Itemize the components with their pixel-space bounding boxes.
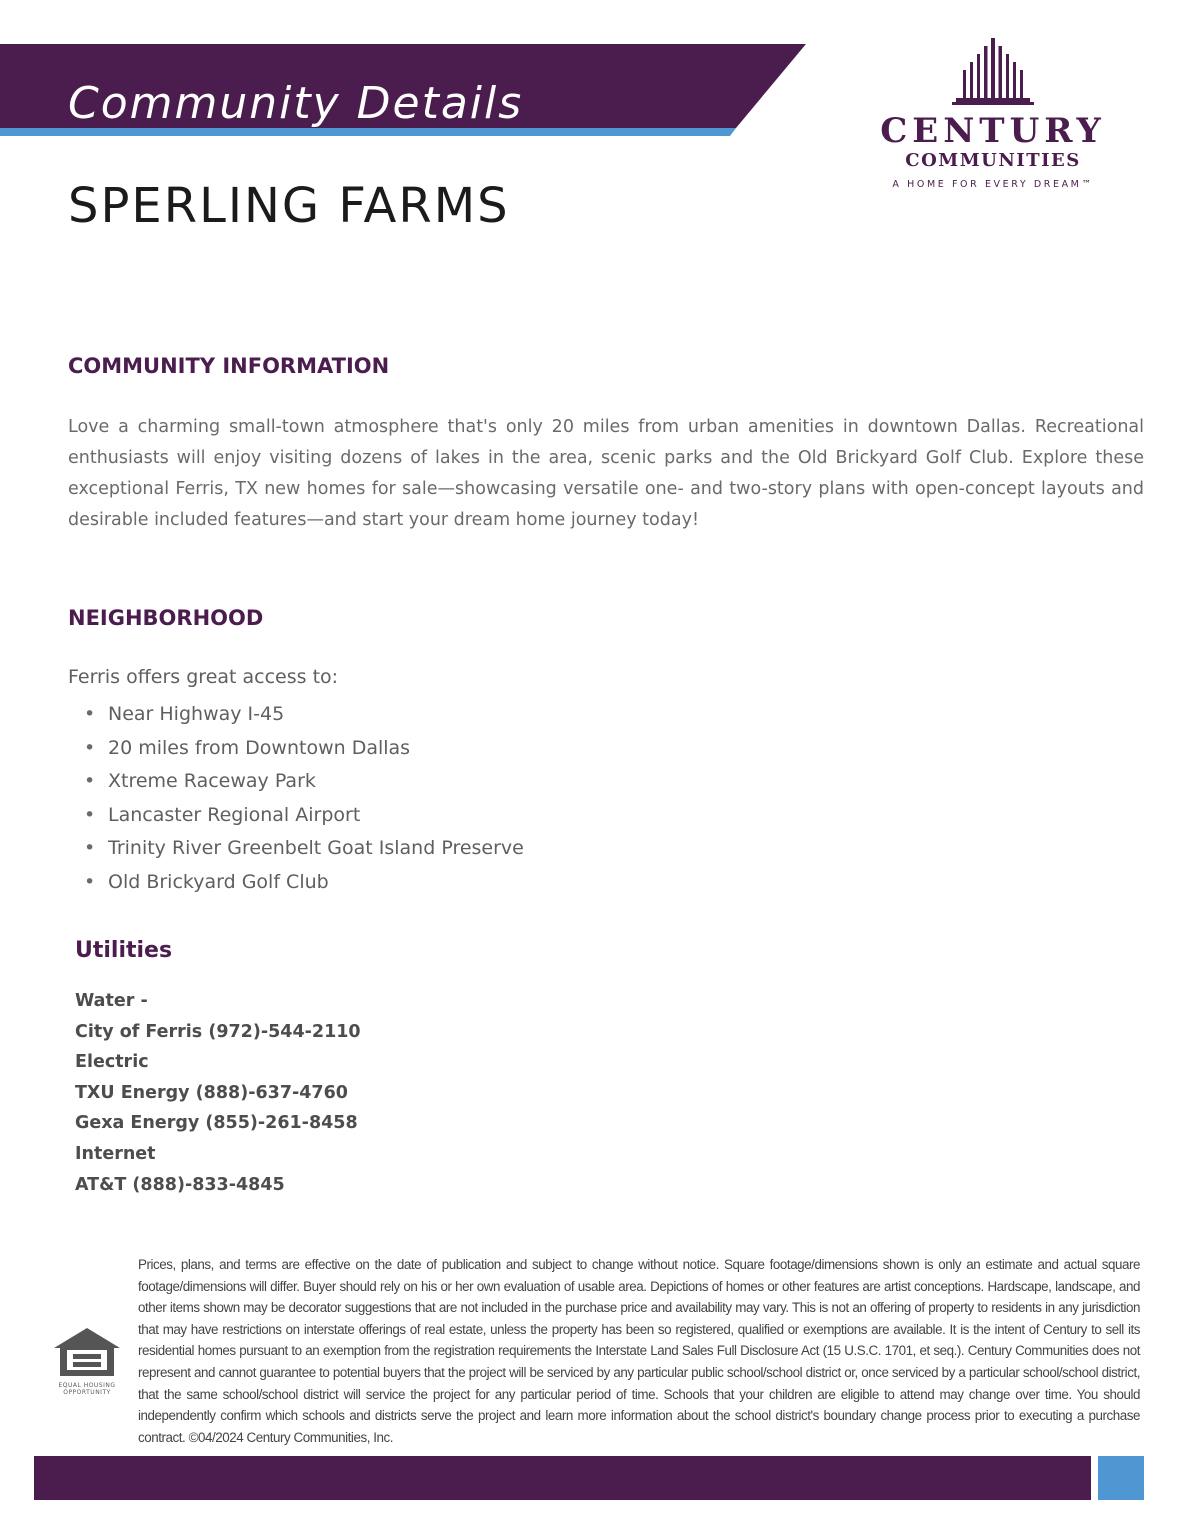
legal-disclaimer: Prices, plans, and terms are effective on the date of publication and subject to change without notice. Square footage/dimensions shown is only an estimate and actual square footage/dimensions will differ. Buyer should rely on his or her own evaluation of usable area. Depictions of homes or other features are artist conceptions. Hardscape, landscape, and other items shown may be decorator suggestions that are not included in the purchase price and availability may vary. This is not an offering of property to residents in any jurisdiction that may have restrictions on interstate offerings of real estate, unless the property has been so registered, qualified or exemptions are available. It is the intent of Century to sell its residential homes pursuant to an exemption from the registration requirements the Interstate Land Sales Full Disclosure Act (15 U.S.C. 1701, et seq.). Century Communities does not represent and cannot guarantee to potential buyers that the project will be serviced by any particular public school/school district or, once serviced by a particular school/school district, that the same school/school district will service the project for any particular period of time. Schools that your children are eligible to attend may change over time. You should independently confirm which schools and districts serve the project and learn more information about the school district's boundary change process prior to executing a purchase contract. ©04/2024 Century Communities, Inc. [138, 1257, 1140, 1445]
footer-bar [34, 1456, 1091, 1500]
community-information-body: Love a charming small-town atmosphere that's only 20 miles from urban amenities in downtown Dallas. Recreational enthusiasts will enjoy visiting dozens of lakes in the area, scenic parks and the Old Brickyard Golf Club. Explore these exceptional Ferris, TX new homes for sale—showcasing versatile one- and two-story plans with open-concept layouts and desirable included features—and start your dream home journey today! [68, 417, 1144, 530]
list-item-text: Old Brickyard Golf Club [108, 870, 329, 893]
equal-housing-logo [52, 1326, 122, 1396]
utility-line: Gexa Energy (855)-261-8458 [75, 1113, 358, 1134]
bullet: • [84, 703, 96, 725]
bullet: • [84, 803, 96, 826]
logo-subtitle: COMMUNITIES [905, 150, 1081, 171]
list-item-text: Lancaster Regional Airport [108, 803, 361, 826]
neighborhood-list [84, 698, 524, 899]
list-item [84, 765, 524, 799]
utility-line: TXU Energy (888)-637-4760 [75, 1082, 348, 1103]
neighborhood-heading: NEIGHBORHOOD [68, 606, 264, 630]
community-name: SPERLING FARMS [68, 178, 510, 234]
list-item [84, 866, 524, 900]
list-item [84, 732, 524, 766]
bullet: • [84, 870, 96, 893]
century-communities-logo [868, 38, 1118, 200]
list-item-text: Near Highway I-45 [108, 703, 285, 725]
logo-tagline: A HOME FOR EVERY DREAM™ [892, 179, 1094, 190]
utility-line: Internet [75, 1143, 156, 1164]
community-information-heading: COMMUNITY INFORMATION [68, 354, 390, 378]
bullet: • [84, 770, 96, 792]
list-item-text: Trinity River Greenbelt Goat Island Preserve [108, 837, 524, 859]
utility-line: Water - [75, 991, 148, 1011]
list-item-text: 20 miles from Downtown Dallas [108, 736, 411, 759]
banner-title: Community Details [68, 78, 524, 129]
list-item [84, 832, 524, 866]
bullet: • [84, 837, 96, 859]
equal-housing-line2: OPPORTUNITY [63, 1389, 111, 1396]
utilities-list [75, 986, 361, 1200]
bullet: • [84, 736, 96, 759]
list-item [84, 799, 524, 833]
footer-accent-square [1098, 1456, 1144, 1500]
building-columns-logo-icon [948, 38, 1038, 106]
utility-line: City of Ferris (972)-544-2110 [75, 1021, 361, 1042]
utility-line: Electric [75, 1052, 149, 1073]
equal-housing-line1: EQUAL HOUSING [58, 1382, 116, 1389]
utility-line: AT&T (888)-833-4845 [75, 1174, 285, 1195]
list-item-text: Xtreme Raceway Park [108, 770, 316, 792]
neighborhood-intro: Ferris offers great access to: [68, 666, 339, 688]
equal-housing-icon [52, 1326, 122, 1378]
logo-wordmark: CENTURY [880, 111, 1106, 151]
list-item [84, 698, 524, 732]
utilities-heading: Utilities [75, 938, 173, 963]
